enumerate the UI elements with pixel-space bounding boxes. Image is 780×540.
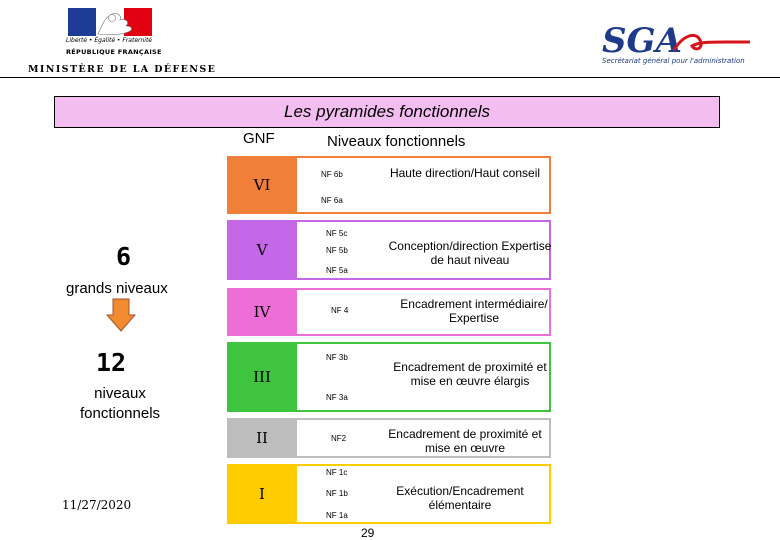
sga-subtitle: Secrétariat général pour l'administration [602,57,745,65]
republique-francaise-logo [66,8,162,56]
nf-3b-label: NF 3b [326,353,348,362]
motto-text: Liberté • Égalité • Fraternité [66,37,153,44]
gnf-iii-label: III [253,368,271,386]
nf-5c-label: NF 5c [326,229,348,238]
gnf-ii-box [227,418,297,458]
nf-6b-label: NF 6b [321,170,343,179]
gnf-column-header: GNF [243,130,275,147]
nf-5b-label: NF 5b [326,246,348,255]
row-iv-description: Encadrement intermédiaire/ Expertise [400,297,548,325]
gnf-iii-box [227,342,297,412]
gnf-ii-label: II [256,429,268,447]
niveaux-fonctionnels-label: niveaux fonctionnels [79,385,161,422]
page-number: 29 [361,526,375,540]
nf-1a-label: NF 1a [326,511,348,520]
republique-text: RÉPUBLIQUE FRANÇAISE [66,48,162,56]
nf-4-label: NF 4 [331,306,349,315]
gnf-v-label: V [256,241,268,259]
gnf-iv-box [227,288,297,336]
ministere-title: MINISTÈRE DE LA DÉFENSE [28,64,217,75]
row-ii-description: Encadrement de proximité et mise en œuvre [388,427,542,455]
nf-1b-label: NF 1b [326,489,348,498]
gnf-vi-label: VI [253,176,271,194]
gnf-i-label: I [259,485,265,503]
page-title: Les pyramides fonctionnels [54,96,720,128]
grands-niveaux-count: 6 [116,242,132,271]
niveaux-column-header: Niveaux fonctionnels [327,133,466,150]
marianne-flag-icon [68,8,152,36]
slide-date: 11/27/2020 [62,498,132,512]
row-i-description: Exécution/Encadrement élémentaire [396,484,524,512]
down-arrow-icon [106,298,136,332]
row-iii-description: Encadrement de proximité et mise en œuvre élargis [393,360,547,388]
nf-1c-label: NF 1c [326,468,348,477]
sga-logo-text: SGA [602,21,682,60]
nf-6a-label: NF 6a [321,196,343,205]
gnf-i-box [227,464,297,524]
header-divider [0,77,780,78]
nf-5a-label: NF 5a [326,266,348,275]
row-vi-frame [297,156,551,214]
nf-3a-label: NF 3a [326,393,348,402]
gnf-vi-box [227,156,297,214]
gnf-v-box [227,220,297,280]
niveaux-fonctionnels-count: 12 [96,348,127,377]
row-v-description: Conception/direction Expertise de haut niveau [388,239,552,267]
gnf-iv-label: IV [253,303,271,321]
row-vi-description: Haute direction/Haut conseil [389,166,541,180]
grands-niveaux-label: grands niveaux [66,280,168,297]
nf-2-label: NF2 [331,434,347,443]
